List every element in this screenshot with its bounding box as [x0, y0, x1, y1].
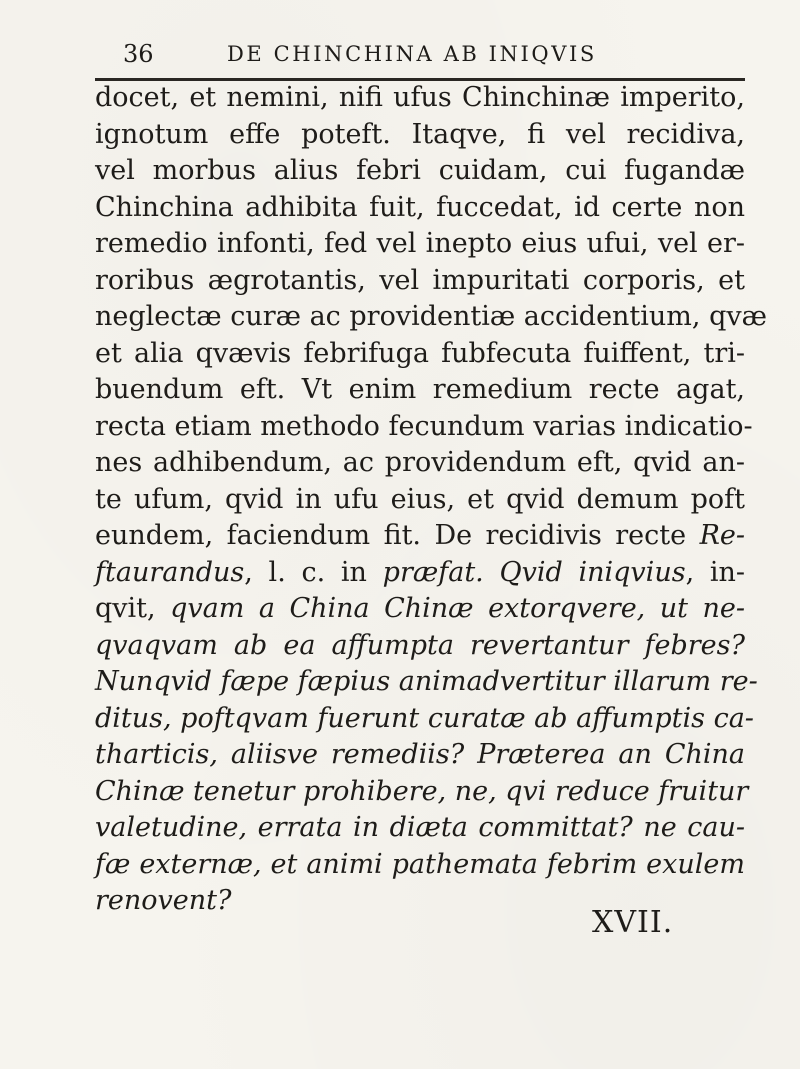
text-line: [95, 591, 745, 628]
text-line: qvaqvam ab ea affumpta revertantur febres?: [95, 629, 745, 661]
text-run: , in-: [685, 556, 746, 588]
catchword: XVII.: [592, 905, 674, 940]
text-run: qvit,: [95, 593, 171, 624]
text-line: ignotum effe poteft. Itaqve, fi vel recidiva,: [95, 118, 745, 150]
text-line: [95, 518, 745, 555]
text-line: roribus ægrotantis, vel impuritati corporis, et: [95, 264, 745, 296]
text-line: nes adhibendum, ac providendum eft, qvid an-: [95, 447, 745, 478]
text-line: Chinchina adhibita fuit, fuccedat, id certe non: [95, 191, 745, 223]
text-line: tharticis, aliisve remediis? Præterea an China: [95, 739, 745, 770]
text-run: eundem, faciendum fit. De recidivis recte: [95, 520, 700, 551]
italic-run: Re-: [699, 520, 745, 551]
text-line: Nunqvid fæpe fæpius animadvertitur illarum re-: [95, 666, 758, 697]
text-line: neglectæ curæ ac providentiæ accidentium, qvæ: [95, 301, 767, 332]
text-line: buendum eft. Vt enim remedium recte agat,: [95, 374, 745, 405]
text-run: , l. c. in: [244, 556, 383, 588]
text-line: recta etiam methodo fecundum varias indicatio-: [95, 410, 753, 442]
text-line: valetudine, errata in diæta committat? ne cau-: [95, 812, 745, 843]
text-line: et alia qvævis febrifuga fubfecuta fuiffent, tri-: [95, 337, 745, 369]
text-line: remedio infonti, fed vel inepto eius ufui, vel er-: [95, 228, 745, 259]
text-line: te ufum, qvid in ufu eius, et qvid demum poft: [95, 483, 745, 515]
italic-run: qvam a China Chinæ extorqvere, ut ne-: [170, 593, 745, 624]
italic-run: præfat.: [382, 556, 484, 588]
text-line: fæ externæ, et animi pathemata febrim exulem: [95, 848, 745, 880]
text-line: renovent?: [95, 885, 232, 916]
page-number: 36: [123, 40, 154, 68]
text-line: vel morbus alius febri cuidam, cui fugandæ: [95, 155, 745, 186]
text-line: Chinæ tenetur prohibere, ne, qvi reduce fruitur: [95, 775, 749, 807]
running-title: DE CHINCHINA AB INIQVIS: [227, 42, 597, 66]
text-run: [484, 557, 500, 588]
italic-run: ftaurandus: [95, 556, 245, 588]
page-header: [123, 40, 723, 76]
italic-run: Qvid iniqvius: [499, 556, 686, 588]
text-line: [95, 555, 745, 592]
text-line: docet, et nemini, nifi ufus Chinchinæ imperito,: [95, 82, 745, 113]
text-line: ditus, poftqvam fuerunt curatæ ab affumptis ca-: [95, 702, 754, 734]
body-text: [95, 80, 767, 920]
